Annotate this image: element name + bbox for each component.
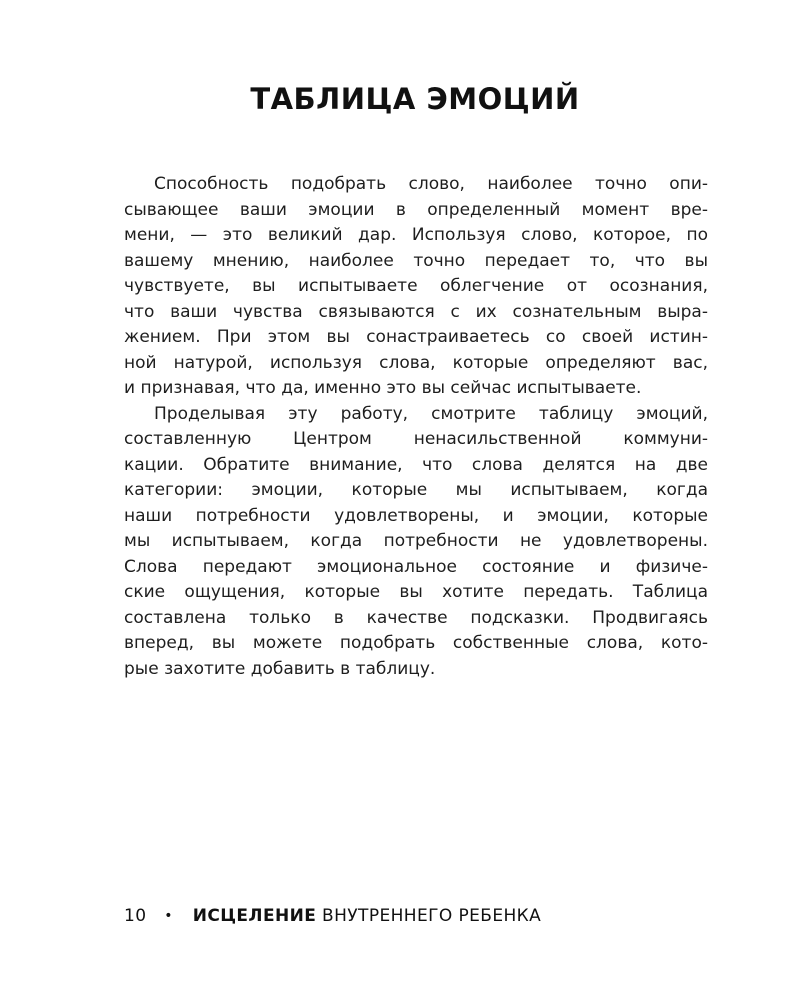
text-line: Слова передают эмоциональное состояние и физиче- [124,556,708,577]
bullet-separator: • [164,908,173,924]
body-text [124,172,708,682]
text-line: вперед, вы можете подобрать собственные слова, кото- [124,633,708,653]
paragraph-2 [124,402,708,683]
text-line: ной натурой, используя слова, которые определяют вас, [124,352,708,373]
text-line: Проделывая эту работу, смотрите таблицу эмоций, [154,403,708,424]
page-number: 10 [124,906,147,926]
text-line: жением. При этом вы сонастраиваетесь со своей истин- [124,327,708,347]
running-footer [124,906,541,926]
text-line: рые захотите добавить в таблицу. [124,658,436,679]
book-title-bold: ИСЦЕЛЕНИЕ [192,906,317,926]
page-title: ТАБЛИЦА ЭМОЦИЙ [250,82,580,116]
text-line: наши потребности удовлетворены, и эмоции, которые [124,505,708,526]
text-line: составлена только в качестве подсказки. Продвигаясь [124,607,708,628]
text-line: мени, — это великий дар. Используя слово, которое, по [124,225,708,245]
text-line: кации. Обратите внимание, что слова делятся на две [124,454,708,475]
text-line: Способность подобрать слово, наиболее точно опи- [154,174,708,194]
text-line: вашему мнению, наиболее точно передает то, что вы [124,250,708,271]
text-line: мы испытываем, когда потребности не удовлетворены. [124,531,708,551]
text-line: что ваши чувства связываются с их сознательным выра- [124,301,708,322]
book-title-rest: ВНУТРЕННЕГО РЕБЕНКА [322,906,542,926]
text-line: составленную Центром ненасильственной коммуни- [124,429,708,449]
text-line: чувствуете, вы испытываете облегчение от осознания, [124,276,708,296]
text-line: категории: эмоции, которые мы испытываем, когда [124,480,708,500]
text-line: и признавая, что да, именно это вы сейчас испытываете. [124,378,642,398]
text-line: сывающее ваши эмоции в определенный момент вре- [124,199,708,220]
text-line: ские ощущения, которые вы хотите передать. Таблица [124,582,708,602]
paragraph-1 [124,172,708,402]
